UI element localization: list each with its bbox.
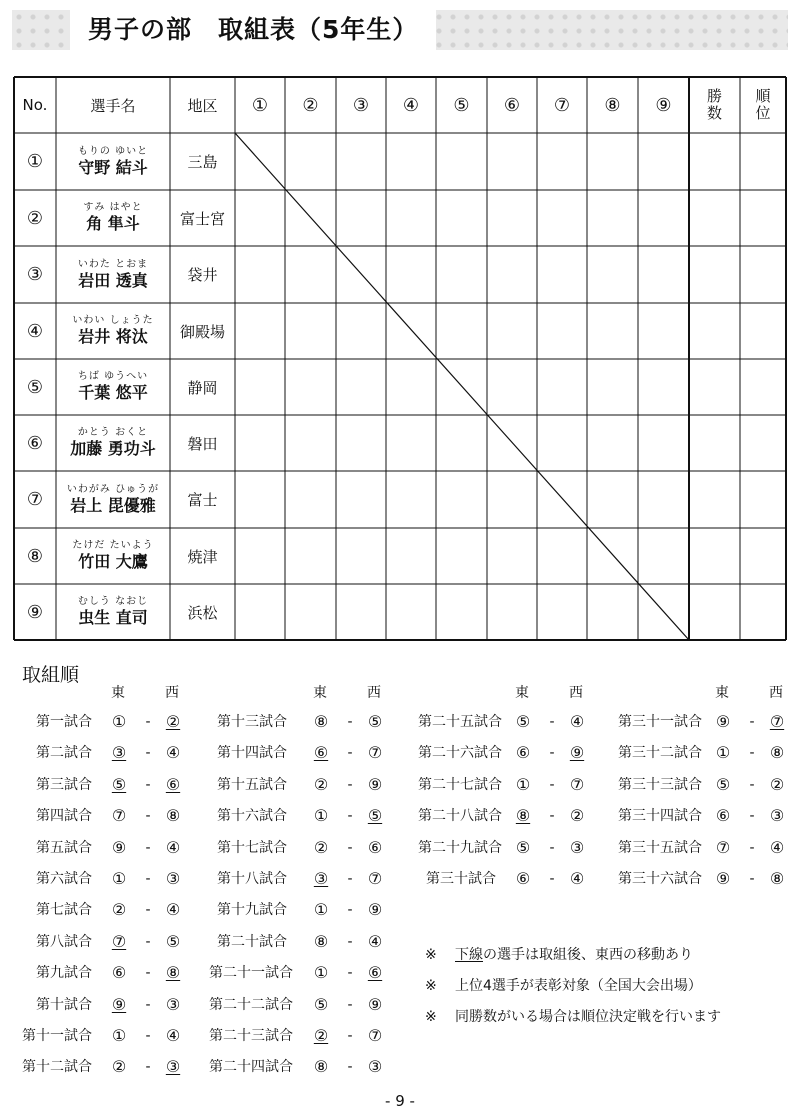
bout-dash: -: [347, 714, 353, 730]
player-name: 千葉 悠平: [78, 383, 148, 402]
player-name: 岩田 透真: [78, 270, 148, 290]
player-ruby: もりの ゆいと: [77, 145, 149, 157]
bout-west: ④: [165, 837, 181, 857]
header-opponent: ④: [402, 94, 420, 116]
bout-label: 第十四試合: [217, 745, 287, 762]
bout-dash: -: [749, 776, 755, 793]
bout-label: 第四試合: [36, 808, 92, 825]
player-district: 御殿場: [179, 322, 225, 341]
bout-east: ⑧: [515, 806, 531, 826]
bout-label: 第二十九試合: [418, 839, 502, 856]
note-text: 同勝数がいる場合は順位決定戦を行います: [455, 1009, 721, 1025]
bout-label: 第一試合: [36, 714, 92, 730]
west-heading: 西: [569, 685, 583, 701]
bout-west: ⑤: [165, 931, 181, 951]
bout-west: ④: [165, 900, 181, 920]
bout-label: 第十二試合: [22, 1059, 92, 1076]
bout-label: 第二十四試合: [209, 1059, 293, 1076]
bout-dash: -: [347, 965, 353, 982]
bout-label: 第二十七試合: [418, 776, 502, 793]
bout-east: ⑦: [111, 931, 127, 951]
player-district: 富士: [187, 491, 218, 509]
player-ruby: すみ はやと: [83, 202, 143, 213]
bout-label: 第三十六試合: [618, 871, 702, 887]
bout-west: ⑤: [367, 712, 383, 731]
bout-label: 第七試合: [36, 902, 92, 919]
player-name-cell: [56, 584, 170, 640]
bout-east: ⑤: [715, 774, 731, 794]
bout-west: ②: [769, 774, 785, 794]
bout-label: 第三十五試合: [618, 839, 702, 856]
note-top4: [425, 976, 702, 996]
bout-west: ⑧: [769, 869, 785, 888]
bout-east: ①: [111, 869, 127, 888]
bout-dash: -: [347, 839, 353, 856]
bout-east: ①: [111, 1026, 127, 1045]
player-name: 竹田 大鷹: [78, 552, 148, 571]
note-mark: ※: [425, 1009, 437, 1025]
schedule-title: 取組順: [22, 664, 80, 686]
player-number: ①: [26, 151, 44, 172]
player-name-cell: [56, 471, 170, 528]
header-name: 選手名: [90, 96, 136, 115]
bout-dash: -: [549, 839, 555, 856]
bout-dash: -: [145, 776, 151, 793]
player-name-cell: [56, 246, 170, 303]
bout-west: ⑧: [165, 806, 181, 826]
bout-west: ③: [165, 1057, 181, 1077]
bout-west: ⑧: [769, 743, 785, 763]
bout-label: 第十三試合: [217, 714, 287, 730]
west-heading: 西: [769, 685, 783, 701]
bout-label: 第三十四試合: [618, 808, 702, 825]
bout-dash: -: [749, 839, 755, 856]
player-name-cell: [56, 133, 170, 190]
bout-west: ③: [367, 1057, 383, 1077]
bout-dash: -: [347, 808, 353, 825]
player-name-cell: [56, 190, 170, 246]
bout-west: ③: [569, 837, 585, 857]
bout-west: ⑦: [569, 774, 585, 794]
bout-dash: -: [145, 714, 151, 730]
bout-east: ⑥: [715, 806, 731, 826]
bout-label: 第二十六試合: [418, 745, 502, 762]
player-number: ③: [26, 264, 44, 285]
header-opponent: ⑧: [604, 94, 621, 116]
note-underline: [425, 945, 693, 965]
bout-west: ⑥: [367, 963, 383, 983]
player-number: ④: [26, 320, 44, 342]
bout-east: ③: [111, 743, 127, 763]
bout-label: 第十八試合: [217, 871, 287, 887]
bout-label: 第八試合: [36, 933, 92, 950]
header-opponent: ①: [251, 94, 269, 116]
bout-east: ⑥: [515, 869, 531, 888]
bout-label: 第二十八試合: [418, 808, 502, 825]
player-number: ⑨: [26, 601, 44, 623]
bout-label: 第十七試合: [217, 839, 287, 856]
west-heading: 西: [367, 685, 381, 701]
header-opponent: ②: [302, 94, 319, 116]
bout-label: 第十一試合: [22, 1028, 92, 1044]
player-name-cell: [56, 415, 170, 471]
bout-west: ⑨: [367, 994, 383, 1014]
bout-label: 第三十試合: [426, 871, 496, 887]
bout-dash: -: [145, 1028, 151, 1044]
player-name: 角 隼斗: [86, 214, 140, 233]
bout-dash: -: [347, 933, 353, 950]
bout-west: ⑥: [165, 774, 181, 794]
diagonal-line: [235, 133, 689, 640]
bout-west: ④: [367, 931, 383, 951]
bout-east: ⑧: [313, 712, 329, 731]
bout-west: ④: [165, 743, 181, 763]
note-tiebreak: [425, 1007, 721, 1027]
bout-dash: -: [347, 776, 353, 793]
bout-east: ⑨: [715, 869, 731, 888]
bout-dash: -: [749, 714, 755, 730]
bout-east: ⑤: [111, 774, 127, 794]
bout-label: 第三十一試合: [618, 714, 702, 730]
bout-dash: -: [145, 996, 151, 1013]
bout-west: ⑥: [367, 837, 383, 857]
bout-west: ④: [769, 837, 785, 857]
player-district: 富士宮: [179, 209, 225, 228]
bout-label: 第十五試合: [217, 776, 287, 793]
bout-label: 第三十三試合: [618, 776, 702, 793]
bout-east: ⑧: [313, 931, 329, 951]
bout-east: ⑦: [111, 806, 127, 826]
bout-label: 第二十三試合: [209, 1028, 293, 1044]
bout-label: 第三試合: [36, 776, 92, 793]
east-heading: 東: [111, 685, 125, 701]
bout-dash: -: [549, 745, 555, 762]
header-opponent: ⑥: [503, 94, 521, 116]
note-mark: ※: [425, 978, 437, 994]
bout-east: ⑤: [515, 837, 531, 857]
bout-label: 第六試合: [36, 871, 92, 887]
bout-dash: -: [347, 1028, 353, 1044]
player-name-cell: [56, 528, 170, 584]
bout-dash: -: [145, 871, 151, 887]
player-ruby: たけだ たいよう: [72, 540, 154, 551]
bout-dash: -: [145, 1059, 151, 1076]
bout-east: ⑥: [111, 963, 127, 983]
player-ruby: いわい しょうた: [72, 315, 154, 326]
player-name: 岩井 将汰: [78, 327, 148, 346]
player-name: 加藤 勇功斗: [70, 439, 156, 458]
bout-dash: -: [549, 871, 555, 887]
bout-label: 第三十二試合: [618, 745, 702, 762]
bout-west: ④: [569, 712, 585, 731]
bout-dash: -: [549, 714, 555, 730]
player-ruby: ちば ゆうへい: [77, 371, 149, 382]
bout-dash: -: [549, 776, 555, 793]
player-name: 虫生 直司: [78, 608, 148, 627]
bout-east: ⑤: [515, 712, 531, 731]
bout-east: ①: [313, 963, 329, 983]
bout-east: ②: [111, 1057, 127, 1077]
bout-label: 第二試合: [36, 745, 92, 762]
bout-dash: -: [347, 1059, 353, 1076]
bout-west: ⑨: [367, 900, 383, 920]
player-number: ②: [26, 207, 44, 229]
player-district: 静岡: [187, 378, 218, 397]
bout-label: 第十九試合: [217, 902, 287, 919]
bout-dash: -: [347, 996, 353, 1013]
bout-label: 第五試合: [36, 839, 92, 856]
bout-east: ②: [313, 1026, 329, 1045]
bout-dash: -: [749, 871, 755, 887]
bout-dash: -: [347, 745, 353, 762]
bout-west: ⑧: [165, 963, 181, 983]
player-district: 浜松: [187, 603, 218, 622]
note-text: 上位4選手が表彰対象（全国大会出場）: [455, 978, 702, 994]
bout-dash: -: [749, 745, 755, 762]
bout-west: ④: [165, 1026, 181, 1045]
bout-west: ⑨: [569, 743, 585, 763]
bout-east: ⑧: [313, 1057, 329, 1077]
east-heading: 東: [313, 685, 327, 701]
bout-label: 第九試合: [36, 965, 92, 982]
bout-west: ③: [769, 806, 785, 826]
bout-dash: -: [145, 839, 151, 856]
bout-west: ⑦: [367, 1026, 383, 1045]
east-heading: 東: [515, 685, 529, 701]
note-text: の選手は取組後、東西の移動あり: [483, 947, 693, 963]
player-district: 袋井: [187, 266, 218, 284]
bout-east: ①: [715, 743, 731, 763]
note-underline-word: 下線: [455, 947, 483, 963]
bout-west: ③: [165, 869, 181, 888]
bout-label: 第二十五試合: [418, 714, 502, 730]
bout-label: 第二十一試合: [209, 965, 293, 982]
player-number: ⑤: [26, 376, 44, 398]
player-name: 岩上 毘優雅: [70, 495, 156, 515]
header-wins: 勝 数: [706, 87, 722, 122]
bout-east: ⑥: [515, 743, 531, 763]
bout-label: 第十試合: [36, 996, 92, 1013]
bout-west: ②: [165, 712, 181, 731]
bout-dash: -: [347, 902, 353, 919]
player-ruby: かとう おくと: [77, 427, 149, 438]
bout-west: ⑦: [367, 869, 383, 888]
bout-west: ⑦: [769, 712, 785, 731]
bout-east: ⑥: [313, 743, 329, 763]
bout-dash: -: [145, 745, 151, 762]
bout-dash: -: [145, 965, 151, 982]
note-mark: ※: [425, 947, 437, 963]
bout-dash: -: [347, 871, 353, 887]
player-number: ⑧: [26, 545, 44, 567]
page-title: 男子の部 取組表（5年生）: [70, 10, 436, 50]
header-opponent: ③: [352, 94, 370, 116]
player-ruby: いわた とおま: [77, 258, 149, 270]
bout-west: ⑨: [367, 774, 383, 794]
bout-east: ②: [111, 900, 127, 920]
header-district: 地区: [187, 96, 218, 115]
bout-dash: -: [749, 808, 755, 825]
player-number: ⑦: [26, 489, 44, 510]
bout-dash: -: [145, 808, 151, 825]
header-opponent: ⑤: [453, 94, 470, 116]
player-ruby: むしう なおじ: [77, 596, 149, 607]
bout-west: ④: [569, 869, 585, 888]
bout-label: 第二十二試合: [209, 996, 293, 1013]
header-opponent: ⑨: [655, 94, 672, 116]
bout-west: ③: [165, 994, 181, 1014]
bout-west: ②: [569, 806, 585, 826]
player-district: 三島: [187, 153, 218, 171]
bout-dash: -: [145, 902, 151, 919]
bout-dash: -: [145, 933, 151, 950]
west-heading: 西: [165, 685, 179, 701]
bout-east: ⑨: [111, 837, 127, 857]
bout-west: ⑦: [367, 743, 383, 763]
bout-east: ①: [515, 774, 531, 794]
player-number: ⑥: [26, 432, 44, 454]
player-name-cell: [56, 303, 170, 359]
bout-east: ②: [313, 774, 329, 794]
bout-label: 第二十試合: [217, 933, 287, 950]
player-district: 磐田: [187, 434, 218, 453]
player-district: 焼津: [187, 547, 218, 566]
bout-east: ①: [111, 712, 127, 731]
player-name-cell: [56, 359, 170, 415]
header-rank: 順 位: [755, 87, 771, 122]
bout-east: ①: [313, 806, 329, 826]
player-name: 守野 結斗: [78, 157, 148, 177]
bout-east: ②: [313, 837, 329, 857]
bout-east: ⑨: [715, 712, 731, 731]
east-heading: 東: [715, 685, 729, 701]
bout-east: ①: [313, 900, 329, 920]
header-opponent: ⑦: [553, 94, 571, 116]
header-no: No.: [22, 96, 48, 114]
bout-west: ⑤: [367, 806, 383, 826]
player-ruby: いわがみ ひゅうが: [66, 483, 160, 495]
bout-east: ⑨: [111, 994, 127, 1014]
page-number: - 9 -: [385, 1092, 415, 1110]
bout-dash: -: [549, 808, 555, 825]
bout-label: 第十六試合: [217, 808, 287, 825]
bout-east: ⑤: [313, 994, 329, 1014]
bout-east: ③: [313, 869, 329, 888]
bout-east: ⑦: [715, 837, 731, 857]
